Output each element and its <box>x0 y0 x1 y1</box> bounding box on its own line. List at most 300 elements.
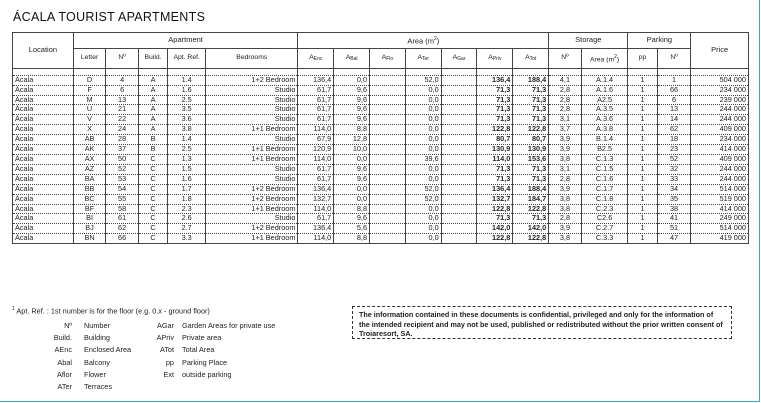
cell-agar <box>441 214 477 224</box>
cell-storage-area: C.1.8 <box>581 194 628 204</box>
cell-number: 54 <box>106 184 139 194</box>
table-row <box>13 164 749 174</box>
legend-desc: Parking Place <box>182 357 228 367</box>
cell-price: 244 000 <box>691 105 749 115</box>
cell-parking-number: 62 <box>657 125 691 135</box>
cell-parking-number: 34 <box>657 184 691 194</box>
cell-storage-area: C.1.6 <box>581 174 628 184</box>
cell-number: 22 <box>106 115 139 125</box>
cell-location: Ácala <box>13 135 74 145</box>
cell-abal: 8,8 <box>334 234 370 244</box>
table-row <box>13 75 749 85</box>
cell-apt-ref: 3.5 <box>168 105 206 115</box>
cell-bedrooms: 1+1 Bedroom <box>206 204 298 214</box>
cell-bedrooms: Studio <box>206 95 298 105</box>
legend-desc: Number <box>84 321 110 330</box>
cell-apriv: 130,9 <box>477 145 513 155</box>
cell-abal: 0,0 <box>334 184 370 194</box>
cell-letter: BC <box>73 194 106 204</box>
legend-row <box>12 369 342 381</box>
cell-ater: 39,6 <box>405 155 441 165</box>
cell-apriv: 142,0 <box>477 224 513 234</box>
cell-atot: 122,8 <box>513 204 549 214</box>
cell-apt-ref: 1.6 <box>168 85 206 95</box>
cell-bedrooms: 1+1 Bedroom <box>206 145 298 155</box>
cell-storage-number: 2,8 <box>549 85 582 95</box>
cell-aenc: 114,0 <box>298 125 334 135</box>
cell-aenc: 61,7 <box>298 115 334 125</box>
cell-storage-number: 3,8 <box>549 234 582 244</box>
cell-storage-number: 4,1 <box>549 75 582 85</box>
cell-storage-number: 3,9 <box>549 224 582 234</box>
cell-price: 239 000 <box>691 95 749 105</box>
cell-parking-number: 52 <box>657 155 691 165</box>
table-row <box>13 115 749 125</box>
cell-aflo <box>370 184 406 194</box>
cell-letter: U <box>73 105 106 115</box>
cell-aflo <box>370 125 406 135</box>
cell-number: 6 <box>106 85 139 95</box>
cell-atot: 122,8 <box>513 234 549 244</box>
cell-parking-number: 13 <box>657 105 691 115</box>
cell-agar <box>441 125 477 135</box>
cell-letter: BI <box>73 214 106 224</box>
table-row <box>13 214 749 224</box>
cell-aenc: 114,0 <box>298 204 334 214</box>
cell-parking-number: 66 <box>657 85 691 95</box>
legend-key: Aflor <box>56 369 72 379</box>
cell-bedrooms: Studio <box>206 174 298 184</box>
header-pp: pp <box>628 48 657 68</box>
cell-atot: 71,3 <box>513 85 549 95</box>
cell-pp: 1 <box>628 105 657 115</box>
cell-location: Ácala <box>13 224 74 234</box>
legend-desc: Garden Areas for private use <box>182 321 276 330</box>
cell-apriv: 122,8 <box>477 125 513 135</box>
cell-location: Ácala <box>13 174 74 184</box>
cell-price: 514 000 <box>691 184 749 194</box>
cell-apt-ref: 1.6 <box>168 174 206 184</box>
cell-agar <box>441 155 477 165</box>
legend-key: AGar <box>156 321 174 330</box>
cell-location: Ácala <box>13 125 74 135</box>
cell-storage-number: 3,8 <box>549 194 582 204</box>
cell-ater: 0,0 <box>405 125 441 135</box>
cell-ater: 0,0 <box>405 95 441 105</box>
cell-pp: 1 <box>628 234 657 244</box>
cell-pp: 1 <box>628 194 657 204</box>
cell-storage-area: A.3.5 <box>581 105 628 115</box>
cell-bedrooms: Studio <box>206 214 298 224</box>
cell-apt-ref: 1.7 <box>168 184 206 194</box>
apartments-table <box>12 32 749 244</box>
cell-building: C <box>138 224 167 234</box>
cell-number: 53 <box>106 174 139 184</box>
cell-apt-ref: 3.6 <box>168 115 206 125</box>
cell-aflo <box>370 174 406 184</box>
header-aenc: $A_{Enc}$ <box>298 48 334 68</box>
cell-ater: 52,0 <box>405 184 441 194</box>
header-apt-ref: Apt. Ref. <box>168 48 206 68</box>
cell-location: Ácala <box>13 184 74 194</box>
legend-row <box>12 332 342 344</box>
cell-bedrooms: 1+2 Bedroom <box>206 224 298 234</box>
cell-location: Ácala <box>13 234 74 244</box>
cell-storage-number: 2,8 <box>549 95 582 105</box>
cell-aenc: 136,4 <box>298 75 334 85</box>
cell-ater: 0,0 <box>405 214 441 224</box>
cell-location: Ácala <box>13 155 74 165</box>
cell-ater: 52,0 <box>405 194 441 204</box>
cell-bedrooms: Studio <box>206 105 298 115</box>
table-row <box>13 135 749 145</box>
header-atot: $A_{Tot}$ <box>513 48 549 68</box>
cell-aenc: 61,7 <box>298 164 334 174</box>
cell-letter: BN <box>73 234 106 244</box>
cell-pp: 1 <box>628 85 657 95</box>
cell-agar <box>441 164 477 174</box>
cell-location: Ácala <box>13 204 74 214</box>
cell-atot: 142,0 <box>513 224 549 234</box>
cell-apt-ref: 2.5 <box>168 145 206 155</box>
legend-desc: Terraces <box>84 382 112 391</box>
cell-apriv: 122,8 <box>477 204 513 214</box>
cell-pp: 1 <box>628 214 657 224</box>
cell-abal: 9,6 <box>334 105 370 115</box>
cell-aflo <box>370 95 406 105</box>
table-row <box>13 145 749 155</box>
cell-building: C <box>138 194 167 204</box>
cell-building: A <box>138 85 167 95</box>
cell-storage-number: 3,1 <box>549 164 582 174</box>
cell-letter: V <box>73 115 106 125</box>
cell-building: C <box>138 214 167 224</box>
cell-location: Ácala <box>13 115 74 125</box>
cell-apt-ref: 3.3 <box>168 234 206 244</box>
cell-location: Ácala <box>13 214 74 224</box>
header-parking: Parking <box>628 33 691 49</box>
cell-building: A <box>138 125 167 135</box>
cell-storage-number: 3,7 <box>549 125 582 135</box>
cell-apriv: 71,3 <box>477 105 513 115</box>
cell-pp: 1 <box>628 135 657 145</box>
cell-pp: 1 <box>628 164 657 174</box>
cell-atot: 130,9 <box>513 145 549 155</box>
header-storage-number: Nº <box>549 48 582 68</box>
cell-apriv: 71,3 <box>477 95 513 105</box>
cell-number: 50 <box>106 155 139 165</box>
header-agar: $A_{Gar}$ <box>441 48 477 68</box>
cell-bedrooms: Studio <box>206 115 298 125</box>
cell-storage-area: A2.5 <box>581 95 628 105</box>
cell-aenc: 61,7 <box>298 105 334 115</box>
cell-bedrooms: 1+1 Bedroom <box>206 125 298 135</box>
cell-abal: 0,0 <box>334 75 370 85</box>
cell-ater: 0,0 <box>405 105 441 115</box>
cell-storage-area: B2.5 <box>581 145 628 155</box>
cell-aflo <box>370 234 406 244</box>
table-row <box>13 125 749 135</box>
header-storage-area: Area $(m^2)$ <box>581 48 628 68</box>
cell-apriv: 136,4 <box>477 184 513 194</box>
cell-number: 66 <box>106 234 139 244</box>
cell-price: 414 000 <box>691 204 749 214</box>
cell-agar <box>441 184 477 194</box>
cell-price: 244 000 <box>691 115 749 125</box>
cell-building: C <box>138 234 167 244</box>
cell-pp: 1 <box>628 184 657 194</box>
cell-apriv: 80,7 <box>477 135 513 145</box>
cell-aenc: 136,4 <box>298 224 334 234</box>
cell-aflo <box>370 224 406 234</box>
cell-letter: AK <box>73 145 106 155</box>
cell-aenc: 120,9 <box>298 145 334 155</box>
cell-ater: 0,0 <box>405 135 441 145</box>
table-row <box>13 194 749 204</box>
cell-apt-ref: 2.6 <box>168 214 206 224</box>
cell-number: 24 <box>106 125 139 135</box>
cell-pp: 1 <box>628 155 657 165</box>
cell-location: Ácala <box>13 194 74 204</box>
cell-abal: 9,6 <box>334 164 370 174</box>
cell-storage-area: A.3.8 <box>581 125 628 135</box>
cell-price: 409 000 <box>691 155 749 165</box>
cell-aenc: 132,7 <box>298 194 334 204</box>
cell-letter: BA <box>73 174 106 184</box>
cell-atot: 80,7 <box>513 135 549 145</box>
cell-price: 519 000 <box>691 194 749 204</box>
cell-building: A <box>138 105 167 115</box>
cell-agar <box>441 135 477 145</box>
cell-bedrooms: Studio <box>206 85 298 95</box>
header-location: Location <box>13 33 74 69</box>
cell-ater: 0,0 <box>405 145 441 155</box>
cell-building: B <box>138 145 167 155</box>
cell-parking-number: 33 <box>657 174 691 184</box>
cell-price: 514 000 <box>691 224 749 234</box>
cell-number: 13 <box>106 95 139 105</box>
cell-price: 504 000 <box>691 75 749 85</box>
cell-location: Ácala <box>13 75 74 85</box>
cell-ater: 0,0 <box>405 115 441 125</box>
cell-pp: 1 <box>628 224 657 234</box>
cell-location: Ácala <box>13 164 74 174</box>
cell-pp: 1 <box>628 174 657 184</box>
legend-key: Abal <box>57 357 72 367</box>
table-row <box>13 174 749 184</box>
cell-abal: 0,0 <box>334 194 370 204</box>
cell-storage-area: C.2.7 <box>581 224 628 234</box>
cell-parking-number: 47 <box>657 234 691 244</box>
cell-parking-number: 32 <box>657 164 691 174</box>
cell-apriv: 71,3 <box>477 85 513 95</box>
cell-number: 62 <box>106 224 139 234</box>
cell-price: 234 000 <box>691 85 749 95</box>
header-price: Price <box>691 33 749 69</box>
cell-apriv: 136,4 <box>477 75 513 85</box>
legend-desc: Building <box>84 333 110 343</box>
cell-ater: 0,0 <box>405 164 441 174</box>
cell-parking-number: 18 <box>657 135 691 145</box>
legend-row <box>12 344 342 356</box>
legend-key: ATer <box>57 382 72 391</box>
legend-row <box>12 381 342 393</box>
cell-aenc: 61,7 <box>298 95 334 105</box>
cell-agar <box>441 75 477 85</box>
cell-storage-area: A.3.6 <box>581 115 628 125</box>
cell-letter: BJ <box>73 224 106 234</box>
cell-ater: 0,0 <box>405 85 441 95</box>
cell-agar <box>441 85 477 95</box>
legend-desc: Private area <box>182 333 222 343</box>
cell-atot: 71,3 <box>513 115 549 125</box>
legend-desc: Total Area <box>182 345 215 355</box>
table-row <box>13 95 749 105</box>
cell-aflo <box>370 194 406 204</box>
legend-key: AEnc <box>54 345 72 355</box>
cell-number: 4 <box>106 75 139 85</box>
cell-storage-number: 3,1 <box>549 115 582 125</box>
cell-apt-ref: 1.5 <box>168 164 206 174</box>
cell-pp: 1 <box>628 145 657 155</box>
cell-aflo <box>370 164 406 174</box>
cell-abal: 8,8 <box>334 125 370 135</box>
legend-note: $^1$ Apt. Ref. : 1st number is for the floor (e.g. 0.x - ground floor) <box>12 306 210 316</box>
header-aflo: $A_{Flo}$ <box>370 48 406 68</box>
cell-ater: 0,0 <box>405 224 441 234</box>
cell-abal: 9,6 <box>334 115 370 125</box>
cell-apt-ref: 2.3 <box>168 204 206 214</box>
cell-apriv: 122,8 <box>477 234 513 244</box>
cell-building: A <box>138 75 167 85</box>
table-spacer-row <box>13 68 749 75</box>
cell-letter: D <box>73 75 106 85</box>
cell-pp: 1 <box>628 125 657 135</box>
cell-storage-number: 2,8 <box>549 105 582 115</box>
cell-abal: 10,0 <box>334 145 370 155</box>
cell-pp: 1 <box>628 75 657 85</box>
cell-atot: 188,4 <box>513 75 549 85</box>
legend-key: APriv <box>156 333 174 343</box>
cell-parking-number: 38 <box>657 204 691 214</box>
cell-apriv: 132,7 <box>477 194 513 204</box>
header-storage: Storage <box>549 33 628 49</box>
cell-storage-area: A.1.4 <box>581 75 628 85</box>
cell-abal: 12,8 <box>334 135 370 145</box>
cell-location: Ácala <box>13 95 74 105</box>
cell-bedrooms: 1+1 Bedroom <box>206 234 298 244</box>
cell-abal: 0,0 <box>334 155 370 165</box>
cell-price: 409 000 <box>691 125 749 135</box>
cell-bedrooms: Studio <box>206 164 298 174</box>
cell-letter: AB <box>73 135 106 145</box>
cell-letter: F <box>73 85 106 95</box>
cell-abal: 5,6 <box>334 224 370 234</box>
cell-location: Ácala <box>13 85 74 95</box>
table-row <box>13 155 749 165</box>
legend-key: ATot <box>159 345 174 355</box>
cell-letter: AZ <box>73 164 106 174</box>
table-row <box>13 85 749 95</box>
cell-abal: 9,6 <box>334 85 370 95</box>
cell-agar <box>441 224 477 234</box>
cell-pp: 1 <box>628 115 657 125</box>
header-apartment: Apartment <box>73 33 298 49</box>
cell-aenc: 67,9 <box>298 135 334 145</box>
cell-price: 249 000 <box>691 214 749 224</box>
cell-aenc: 61,7 <box>298 85 334 95</box>
legend-row <box>12 357 342 369</box>
cell-building: C <box>138 174 167 184</box>
cell-number: 37 <box>106 145 139 155</box>
cell-agar <box>441 234 477 244</box>
cell-parking-number: 1 <box>657 75 691 85</box>
cell-price: 419 000 <box>691 234 749 244</box>
cell-abal: 8,8 <box>334 204 370 214</box>
header-letter: Letter <box>73 48 106 68</box>
cell-storage-area: B.1.4 <box>581 135 628 145</box>
cell-parking-number: 51 <box>657 224 691 234</box>
cell-aenc: 114,0 <box>298 234 334 244</box>
cell-agar <box>441 115 477 125</box>
cell-aflo <box>370 155 406 165</box>
cell-building: A <box>138 115 167 125</box>
cell-aflo <box>370 145 406 155</box>
cell-agar <box>441 105 477 115</box>
table-row <box>13 224 749 234</box>
cell-apriv: 71,3 <box>477 174 513 184</box>
cell-bedrooms: 1+2 Bedroom <box>206 184 298 194</box>
cell-atot: 188,4 <box>513 184 549 194</box>
cell-storage-number: 3,8 <box>549 155 582 165</box>
table-row <box>13 184 749 194</box>
cell-storage-number: 3,8 <box>549 204 582 214</box>
cell-agar <box>441 145 477 155</box>
apartments-table-body <box>13 68 749 243</box>
cell-letter: BF <box>73 204 106 214</box>
table-row <box>13 105 749 115</box>
cell-number: 61 <box>106 214 139 224</box>
cell-building: B <box>138 135 167 145</box>
cell-building: C <box>138 164 167 174</box>
cell-apriv: 114,0 <box>477 155 513 165</box>
cell-aenc: 61,7 <box>298 214 334 224</box>
cell-agar <box>441 194 477 204</box>
cell-aflo <box>370 115 406 125</box>
cell-building: C <box>138 204 167 214</box>
cell-abal: 9,6 <box>334 95 370 105</box>
cell-letter: X <box>73 125 106 135</box>
cell-storage-number: 3,9 <box>549 135 582 145</box>
cell-storage-area: C.3.3 <box>581 234 628 244</box>
cell-parking-number: 23 <box>657 145 691 155</box>
cell-number: 28 <box>106 135 139 145</box>
cell-atot: 71,3 <box>513 105 549 115</box>
cell-parking-number: 6 <box>657 95 691 105</box>
cell-storage-area: C.1.5 <box>581 164 628 174</box>
cell-letter: BB <box>73 184 106 194</box>
header-area: Area $(m^2)$ <box>298 33 549 49</box>
cell-agar <box>441 95 477 105</box>
cell-letter: AX <box>73 155 106 165</box>
header-ater: $A_{Ter}$ <box>405 48 441 68</box>
confidentiality-disclaimer: The information contained in these documents is confidential, privileged and only for the information of the intended recipient and may not be used, published or redistributed without the prior written consent of Troiaresort, SA. <box>352 306 732 339</box>
header-building: Build. <box>138 48 167 68</box>
cell-aenc: 114,0 <box>298 155 334 165</box>
cell-parking-number: 14 <box>657 115 691 125</box>
cell-bedrooms: 1+2 Bedroom <box>206 75 298 85</box>
cell-atot: 122,8 <box>513 125 549 135</box>
